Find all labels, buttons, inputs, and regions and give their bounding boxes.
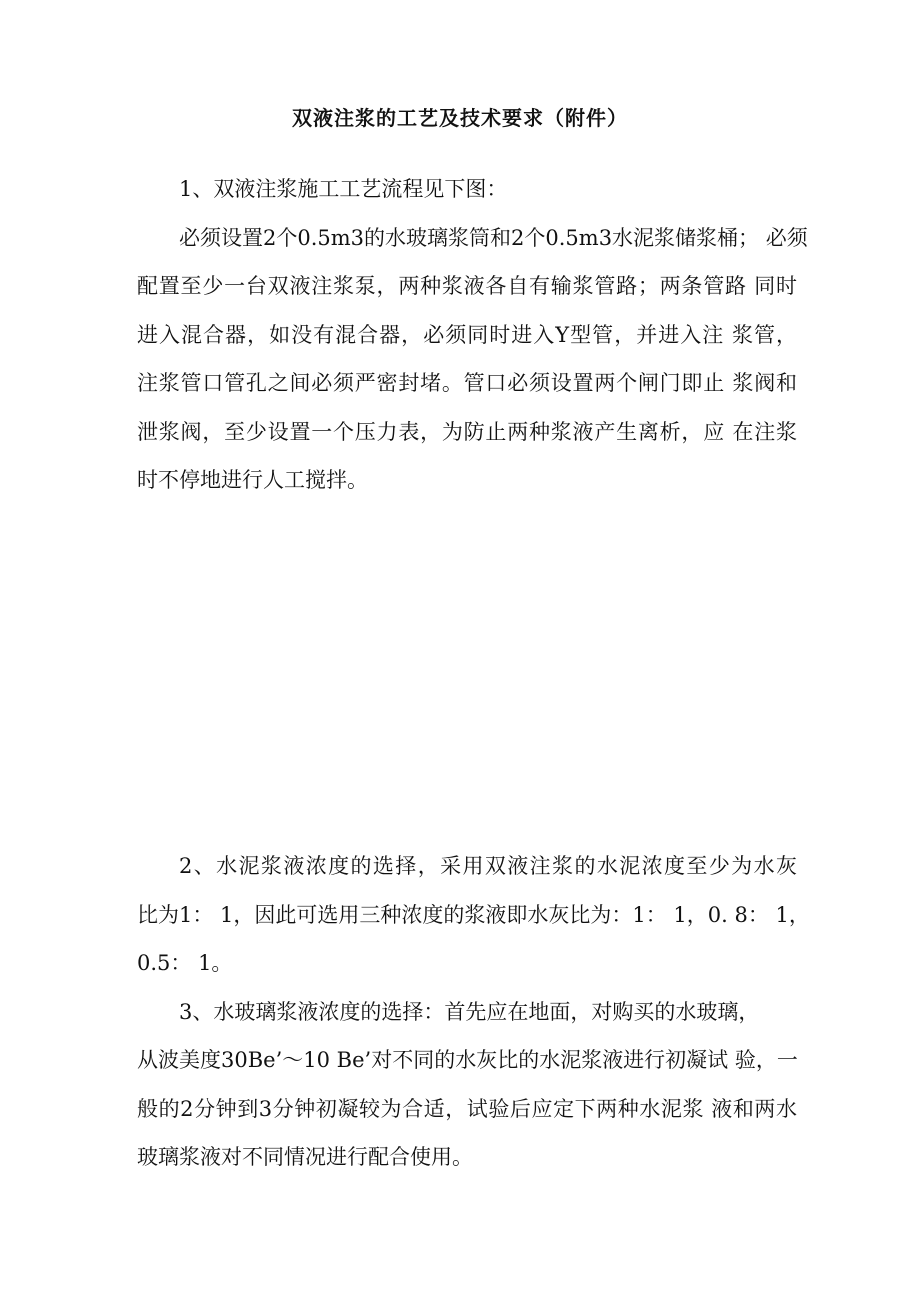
section1-line-5: 泄浆阀，至少设置一个压力表，为防止两种浆液产生离析，应 在注浆 [137,420,797,444]
section3-line-3: 般的2分钟到3分钟初凝较为合适，试验后应定下两种水泥浆 液和两水 [137,1097,797,1121]
section2-line-3: 0.5： 1。 [137,951,233,975]
section3-line-4: 玻璃浆液对不同情况进行配合使用。 [137,1145,473,1169]
section1-line-6: 时不停地进行人工搅拌。 [137,468,368,492]
section3-line-1: 3、水玻璃浆液浓度的选择：首先应在地面，对购买的水玻璃， [179,1000,760,1024]
section1-line-3: 进入混合器，如没有混合器，必须同时进入Y型管，并进入注 浆管， [137,323,797,347]
section1-line-4: 注浆管口管孔之间必须严密封堵。管口必须设置两个闸门即止 浆阀和 [137,371,797,395]
section1-heading: 1、双液注浆施工工艺流程见下图： [179,177,508,201]
section1-line-2: 配置至少一台双液注浆泵，两种浆液各自有输浆管路；两条管路 同时 [137,274,797,298]
section2-line-1: 2、水泥浆液浓度的选择，采用双液注浆的水泥浓度至少为水灰 [179,854,797,878]
document-title: 双液注浆的工艺及技术要求（附件） [292,106,628,130]
section2-line-2: 比为1： 1，因此可选用三种浓度的浆液即水灰比为：1： 1，0. 8： 1， [137,903,810,927]
section3-line-2: 从波美度30Be’～10 Be’对不同的水灰比的水泥浆液进行初凝试 验，一 [137,1048,798,1072]
section1-line-1: 必须设置2个0.5m3的水玻璃浆筒和2个0.5m3水泥浆储浆桶； 必须 [179,226,808,250]
